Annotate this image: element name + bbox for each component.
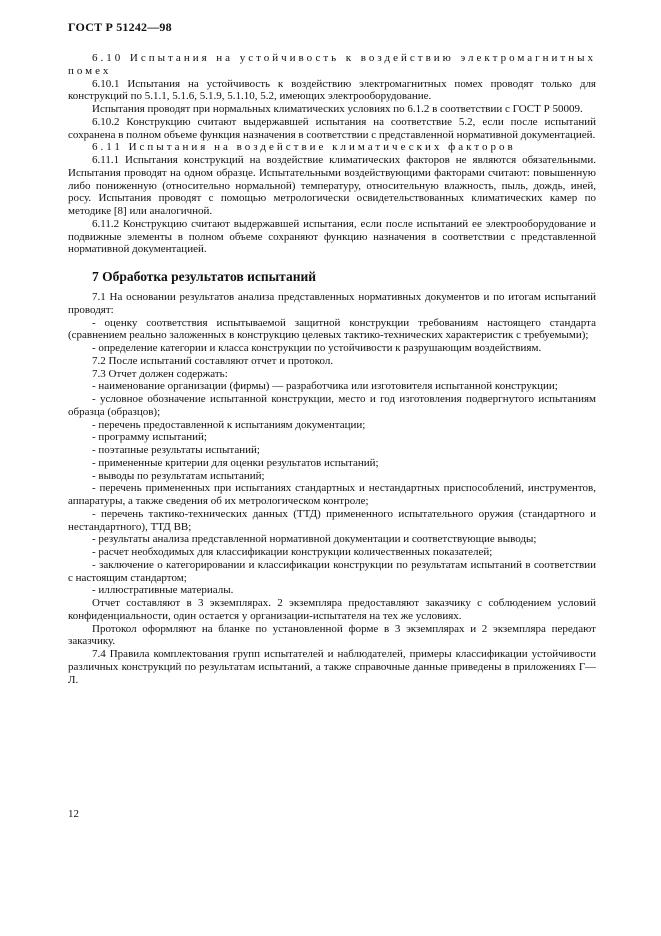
list-item: - наименование организации (фирмы) — разработчика или изготовителя испытанной конструкции; <box>92 380 558 393</box>
protocol-paragraph: Протокол оформляют на бланке по установленной форме в 3 экземплярах и 2 экземпляра передают заказчику. <box>68 622 596 648</box>
list-item: - оценку соответствия испытываемой защитной конструкции требованиям настоящего стандарта (сравнением реально заложенных в конструкцию целевых тактико-технических характеристик с требуемыми); <box>68 316 596 342</box>
list-item: - заключение о категорировании и классификации конструкции по результатам испытаний в соответствии с настоящим стандартом; <box>68 558 596 584</box>
document-header: ГОСТ Р 51242—98 <box>68 20 172 34</box>
clause-6-10-2: 6.10.2 Конструкцию считают выдержавшей испытания на соответствие 5.2, если после испытаний сохранена в полном объеме функция назначения в соответствии с представленной нормативной документацией. <box>68 115 596 141</box>
clause-7-4: 7.4 Правила комплектования групп испытателей и наблюдателей, примеры классификации устойчивости различных конструкций по результатам испытаний, а также справочные данные приведены в приложениях Г—Л. <box>68 648 596 686</box>
clause-7-1: 7.1 На основании результатов анализа представленных нормативных документов и по итогам испытаний проводят: <box>68 291 596 316</box>
list-item: - расчет необходимых для классификации конструкции количественных показателей; <box>92 546 493 558</box>
list-item: - определение категории и класса конструкции по устойчивости к разрушающим воздействиям. <box>92 342 542 354</box>
clause-6-10-title: 6.10 Испытания на устойчивость к воздействию электромагнитных помех <box>68 52 596 77</box>
list-item: - перечень тактико-технических данных (ТТД) примененного испытательного оружия (стандартного и нестандартного), ТТД ВВ; <box>68 507 596 533</box>
clause-7-2: 7.2 После испытаний составляют отчет и протокол. <box>92 354 334 367</box>
clause-6-10-1: 6.10.1 Испытания на устойчивость к воздействию электромагнитных помех проводят только для конструкций по 5.1.1, 5.1.6, 5.1.9, 5.1.10, 5.2, имеющих электрооборудование. <box>68 77 596 103</box>
report-copies-paragraph: Отчет составляют в 3 экземплярах. 2 экземпляра предоставляют заказчику с соблюдением условий конфиденциальности, один остается у организации-испытателя на тех же условиях. <box>68 597 596 622</box>
list-item: - поэтапные результаты испытаний; <box>92 444 260 456</box>
list-item: - примененные критерии для оценки результатов испытаний; <box>92 456 379 469</box>
list-item: - иллюстративные материалы. <box>92 584 234 597</box>
clause-6-11-1: 6.11.1 Испытания конструкций на воздействие климатических факторов не являются обязательными. Испытания проводят на одном образце. Испытательными воздействующими факторами считают: повышенную либо пониженную (относительно нормальной) температуру, относительную влажность, пыль, дождь, иней, росу. Испытания проводят с помощью метрологически освидетельствованных климатических камер по методике [8] или аналогичной. <box>68 154 596 217</box>
clause-7-3: 7.3 Отчет должен содержать: <box>92 367 228 380</box>
document-body <box>68 52 596 686</box>
section-7-heading: 7 Обработка результатов испытаний <box>92 269 317 284</box>
list-item: - перечень предоставленной к испытаниям документации; <box>92 418 366 431</box>
clause-6-11-2: 6.11.2 Конструкцию считают выдержавшей испытания, если после испытаний ее электрооборудование и подвижные элементы в полном объеме сохраняют функцию назначения в соответствии с представленной нормативной документацией. <box>68 217 596 256</box>
list-item: - перечень примененных при испытаниях стандартных и нестандартных приспособлений, инструментов, аппаратуры, а также сведения об их метрологическом контроле; <box>68 482 596 507</box>
list-item: - программу испытаний; <box>92 431 207 444</box>
section-spacer <box>68 256 596 269</box>
list-item: - выводы по результатам испытаний; <box>92 469 265 482</box>
clause-6-10-1-conditions: Испытания проводят при нормальных климатических условиях по 6.1.2 в соответствии с ГОСТ Р 50009. <box>92 103 583 115</box>
list-item: - результаты анализа представленной нормативной документации и соответствующие выводы; <box>92 533 537 546</box>
clause-6-11-title: 6.11 Испытания на воздействие климатических факторов <box>92 141 516 154</box>
list-item: - условное обозначение испытанной конструкции, место и год изготовления подвергнутого испытаниям образца (образцов); <box>68 393 596 418</box>
page-number: 12 <box>68 808 79 820</box>
